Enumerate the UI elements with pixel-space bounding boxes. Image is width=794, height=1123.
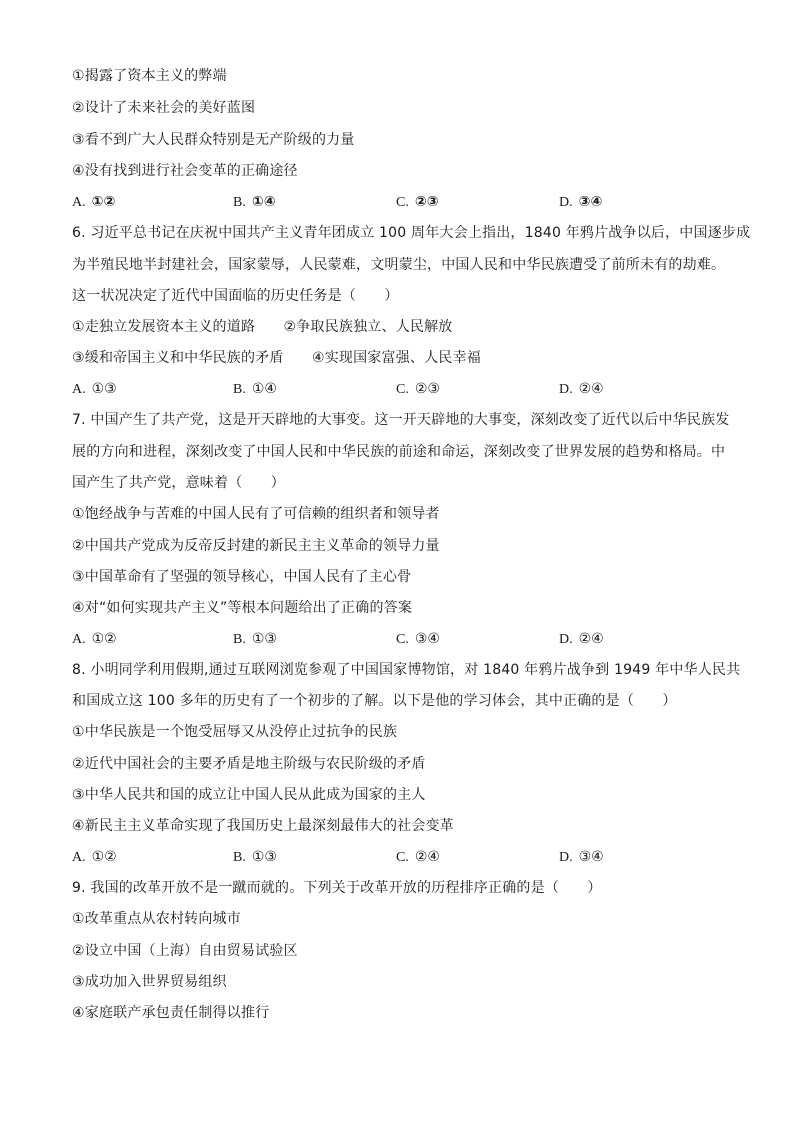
q7-stem-line-2: 展的方向和进程，深刻改变了中国人民和中华民族的前途和命运，深刻改变了世界发展的趋势和格局。中 (72, 444, 726, 460)
q8-option-2: ②近代中国社会的主要矛盾是地主阶级与农民阶级的矛盾 (72, 756, 426, 772)
q7-option-2: ②中国共产党成为反帝反封建的新民主主义革命的领导力量 (72, 538, 440, 554)
q6-options-row-1: ①走独立发展资本主义的道路 ②争取民族独立、人民解放 (72, 319, 453, 335)
q8-choice-a: A. ①② (72, 849, 117, 865)
q8-choice-c: C. ②④ (396, 849, 440, 865)
q9-option-2: ②设立中国（上海）自由贸易试验区 (72, 943, 298, 959)
q7-choices (72, 629, 722, 649)
q8-option-3: ③中华人民共和国的成立让中国人民从此成为国家的主人 (72, 787, 426, 803)
q8-stem-line-2: 和国成立这 100 多年的历史有了一个初步的了解。以下是他的学习体会，其中正确的是（ ） (72, 693, 677, 709)
q5-choice-b: B. ①④ (233, 194, 276, 210)
q8-stem-line-1: 8. 小明同学利用假期,通过互联网浏览参观了中国国家博物馆，对 1840 年鸦片战争到 1949 年中华人民共 (72, 662, 741, 678)
q9-option-1: ①改革重点从农村转向城市 (72, 911, 241, 927)
q9-option-3: ③成功加入世界贸易组织 (72, 974, 227, 990)
q6-choice-b: B. ①④ (233, 381, 277, 397)
q8-choice-d: D. ③④ (559, 849, 604, 865)
q6-stem-line-2: 为半殖民地半封建社会，国家蒙辱，人民蒙难，文明蒙尘，中国人民和中华民族遭受了前所未有的劫难。 (72, 257, 726, 273)
q7-choice-d: D. ②④ (559, 631, 604, 647)
q7-choice-a: A. ①② (72, 631, 117, 647)
q7-option-1: ①饱经战争与苦难的中国人民有了可信赖的组织者和领导者 (72, 506, 440, 522)
q7-choice-c: C. ③④ (396, 631, 440, 647)
q8-choice-b: B. ①③ (233, 849, 277, 865)
q8-choices (72, 847, 722, 867)
q9-option-4: ④家庭联产承包责任制得以推行 (72, 1005, 270, 1021)
q9-stem-line-1: 9. 我国的改革开放不是一蹴而就的。下列关于改革开放的历程排序正确的是（ ） (72, 880, 602, 896)
q7-option-4: ④对“如何实现共产主义”等根本问题给出了正确的答案 (72, 600, 413, 616)
q6-choice-c: C. ②③ (396, 381, 440, 397)
q5-choice-c: C. ②③ (396, 194, 439, 210)
q6-choice-a: A. ①③ (72, 381, 117, 397)
q7-stem-line-1: 7. 中国产生了共产党，这是开天辟地的大事变。这一开天辟地的大事变，深刻改变了近代以后中华民族发 (72, 412, 730, 428)
q6-stem-line-3: 这一状况决定了近代中国面临的历史任务是（ ） (72, 288, 399, 304)
q7-choice-b: B. ①③ (233, 631, 277, 647)
q6-choice-d: D. ②④ (559, 381, 604, 397)
q5-choices (72, 192, 722, 212)
q6-stem-line-1: 6. 习近平总书记在庆祝中国共产主义青年团成立 100 周年大会上指出，1840 年鸦片战争以后，中国逐步成 (72, 225, 751, 241)
q5-option-2: ②设计了未来社会的美好蓝图 (72, 100, 256, 116)
q5-choice-a: A. ①② (72, 194, 116, 210)
q7-stem-line-3: 国产生了共产党，意味着（ ） (72, 475, 285, 491)
q8-option-1: ①中华民族是一个饱受屈辱又从没停止过抗争的民族 (72, 724, 398, 740)
q5-option-3: ③看不到广大人民群众特别是无产阶级的力量 (72, 132, 355, 148)
q5-option-4: ④没有找到进行社会变革的正确途径 (72, 163, 298, 179)
q6-options-row-2: ③缓和帝国主义和中华民族的矛盾 ④实现国家富强、人民幸福 (72, 350, 481, 366)
q8-option-4: ④新民主主义革命实现了我国历史上最深刻最伟大的社会变革 (72, 818, 454, 834)
q5-choice-d: D. ③④ (559, 194, 603, 210)
q6-choices (72, 379, 722, 399)
q7-option-3: ③中国革命有了坚强的领导核心，中国人民有了主心骨 (72, 569, 412, 585)
q5-option-1: ①揭露了资本主义的弊端 (72, 68, 227, 84)
